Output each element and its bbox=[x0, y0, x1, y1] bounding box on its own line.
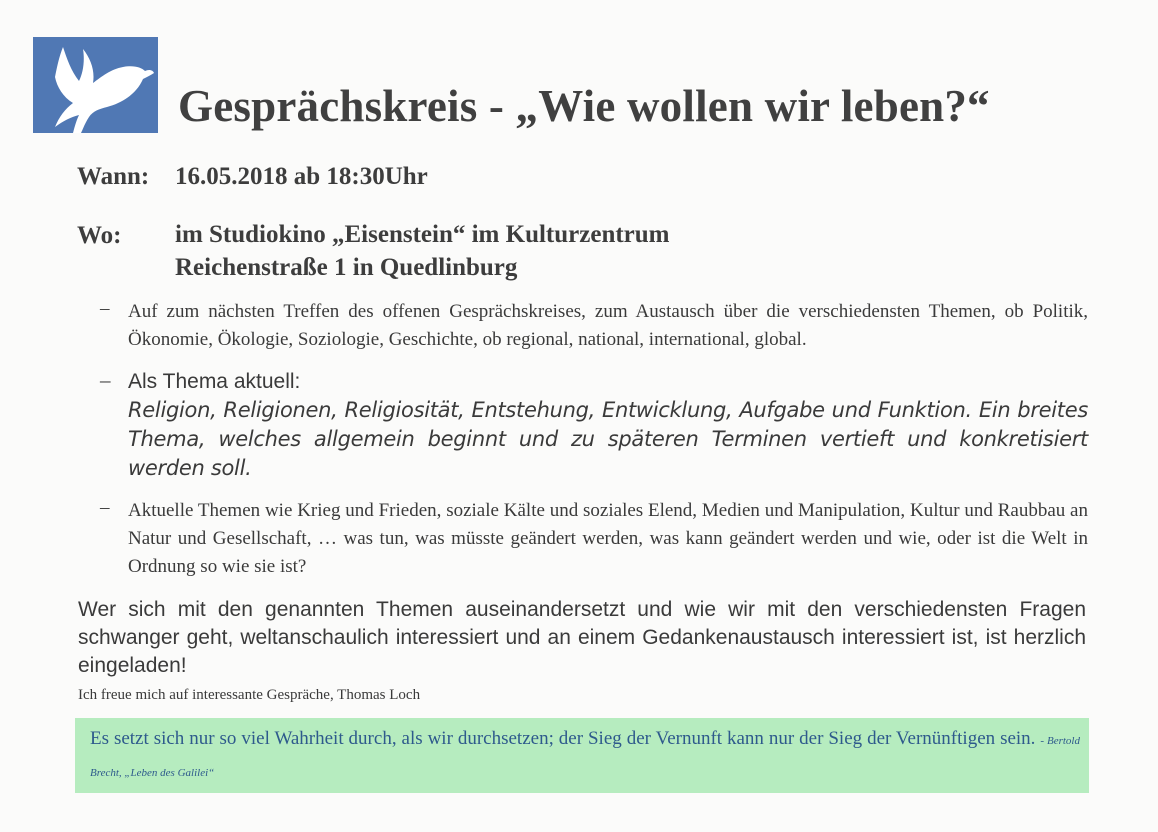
bullet-dash: – bbox=[100, 298, 110, 319]
where-label: Wo: bbox=[77, 222, 122, 249]
list-item bbox=[100, 298, 1088, 354]
when-value: 16.05.2018 ab 18:30Uhr bbox=[175, 163, 428, 190]
quote-source: - Bertold Brecht, „Leben des Galilei“ bbox=[90, 735, 1080, 779]
bullet-dash: – bbox=[100, 368, 111, 392]
list-item bbox=[100, 368, 1088, 483]
where-line-2: Reichenstraße 1 in Quedlinburg bbox=[175, 254, 518, 281]
when-label: Wann: bbox=[77, 163, 150, 190]
current-topic-text: Religion, Religionen, Religiosität, Entstehung, Entwicklung, Aufgabe und Funktion. Ein breites Thema, welches allgemein beginnt und zu späteren Terminen vertieft und konkretisiert werden soll. bbox=[128, 398, 1088, 480]
topic-overview-text: Auf zum nächsten Treffen des offenen Gesprächskreises, zum Austausch über die verschiedensten Themen, ob Politik, Ökonomie, Ökologie, Soziologie, Geschichte, ob regional, national, international, global. bbox=[128, 301, 1088, 350]
dove-icon bbox=[33, 37, 158, 133]
bullet-dash: – bbox=[100, 497, 110, 518]
quote-box bbox=[75, 718, 1089, 793]
quote bbox=[90, 724, 1080, 788]
topic-list bbox=[100, 298, 1088, 593]
invitation-text: Wer sich mit den genannten Themen auseinandersetzt und wie wir mit den verschiedensten Fragen schwanger geht, weltanschaulich interessiert und an einem Gedankenaustausch interessiert ist, ist herzlich eingeladen! bbox=[78, 598, 1086, 677]
where-line-1: im Studiokino „Eisenstein“ im Kulturzentrum bbox=[175, 221, 670, 248]
quote-text: Es setzt sich nur so viel Wahrheit durch, als wir durchsetzen; der Sieg der Vernunft kann nur der Sieg der Vernünftigen sein. bbox=[90, 728, 1036, 749]
peace-dove-logo bbox=[33, 37, 158, 133]
page-title: Gesprächskreis - „Wie wollen wir leben?“ bbox=[178, 81, 990, 131]
list-item bbox=[100, 497, 1088, 581]
signature: Ich freue mich auf interessante Gespräche, Thomas Loch bbox=[78, 687, 421, 703]
current-topic-heading: Als Thema aktuell: bbox=[128, 370, 301, 393]
current-issues-text: Aktuelle Themen wie Krieg und Frieden, soziale Kälte und soziales Elend, Medien und Manipulation, Kultur und Raubbau an Natur und Gesellschaft, … was tun, was müsste geändert werden, was kann geändert werden und wie, oder ist die Welt in Ordnung so wie sie ist? bbox=[128, 500, 1088, 577]
